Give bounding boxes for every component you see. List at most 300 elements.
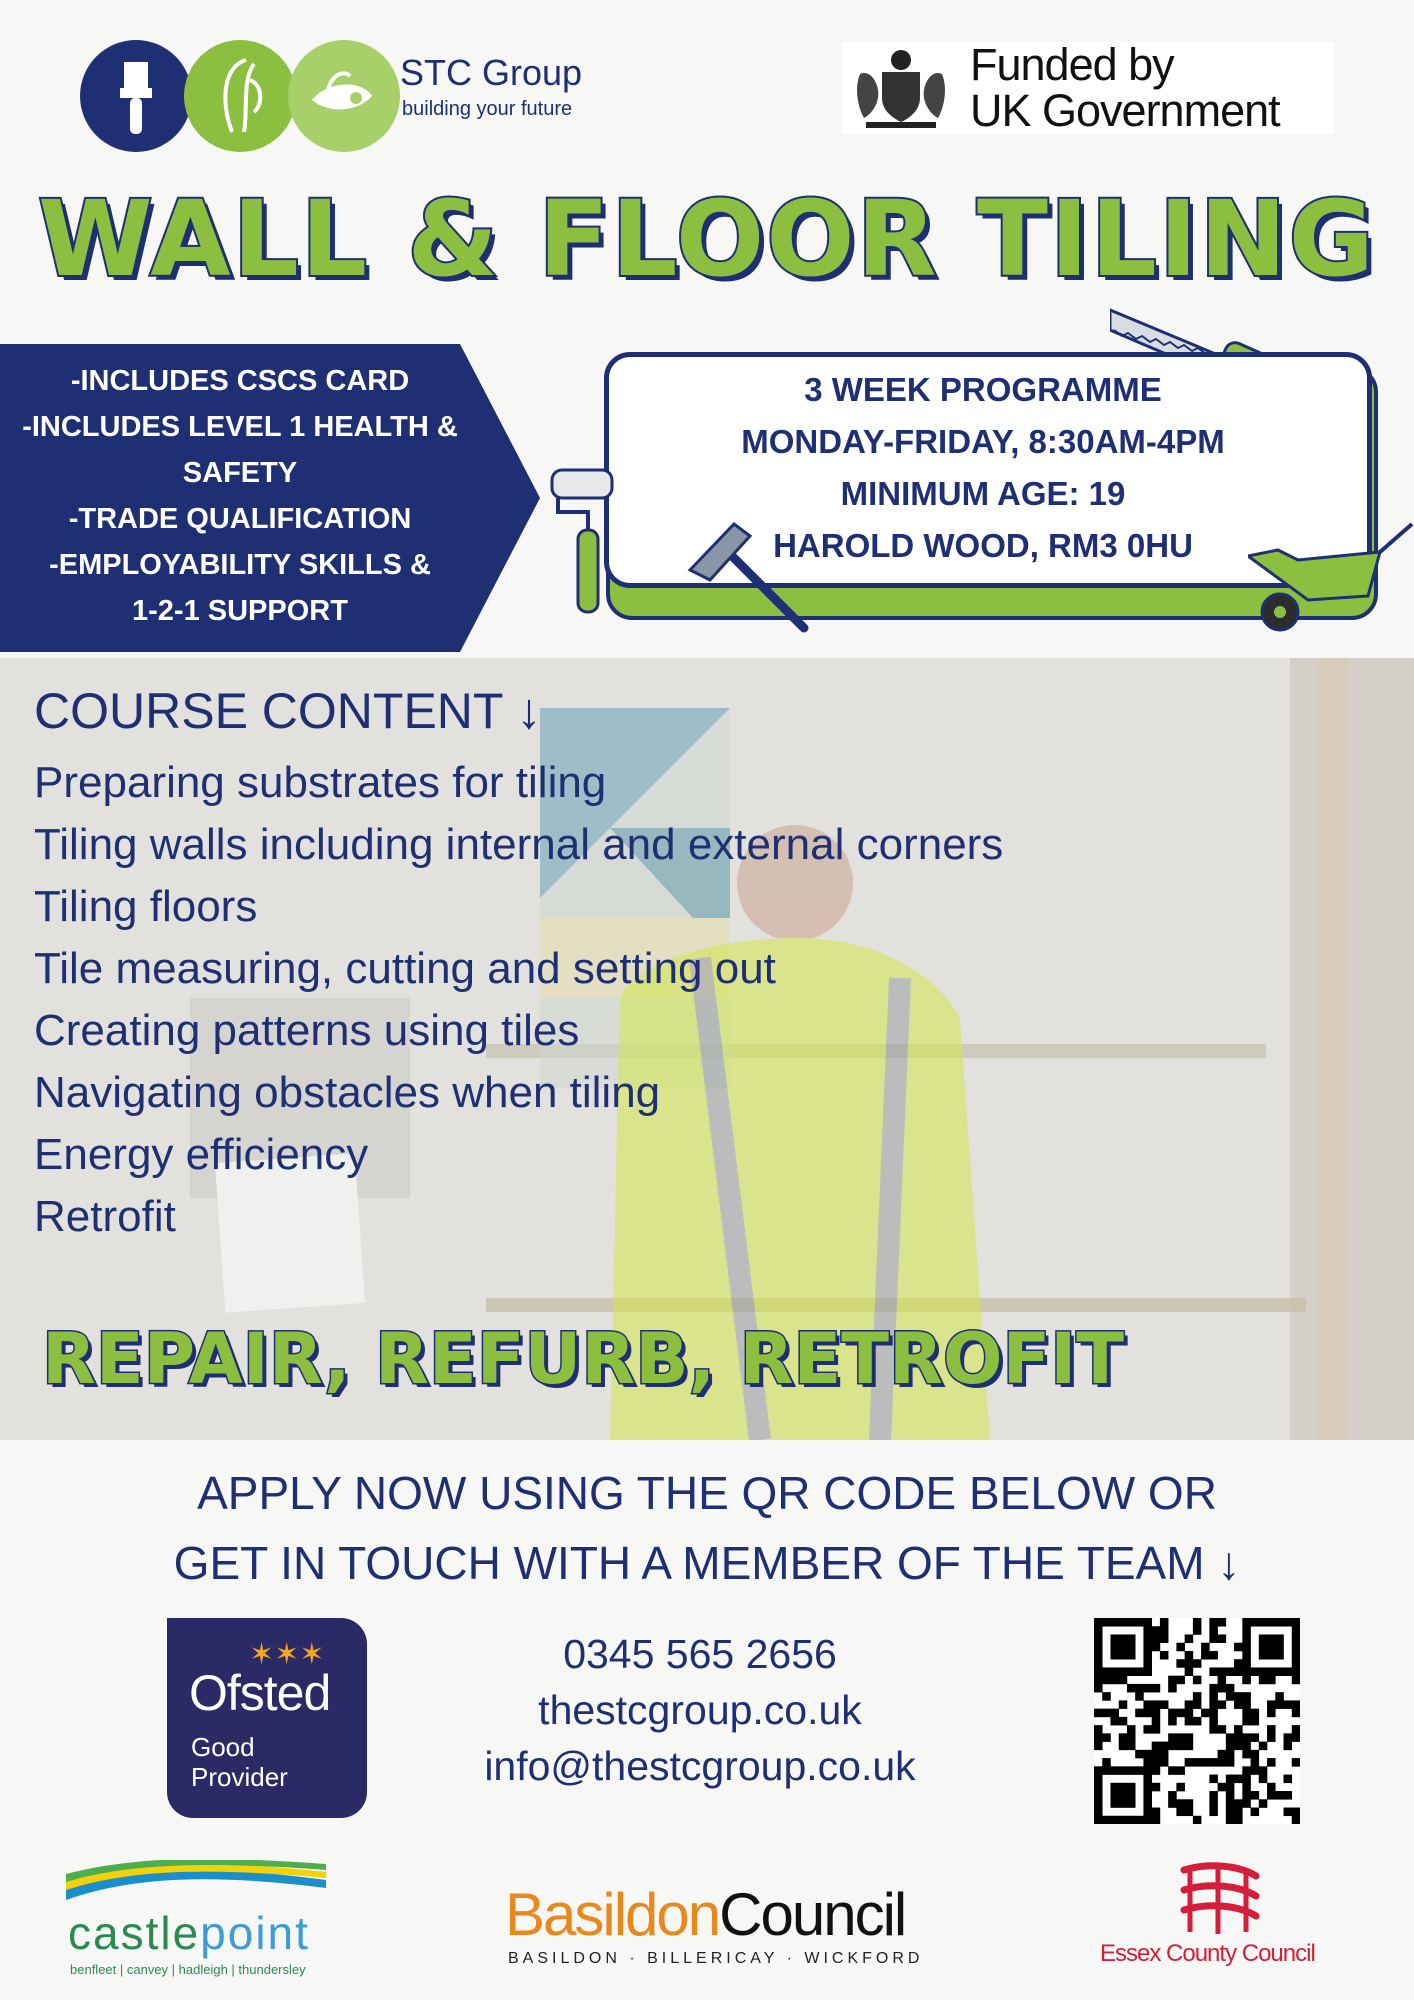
benefits-list (0, 358, 480, 634)
qr-module (1251, 1618, 1260, 1627)
qr-module (1185, 1733, 1194, 1742)
qr-module (1193, 1618, 1202, 1627)
qr-module (1292, 1643, 1300, 1652)
qr-module (1234, 1700, 1243, 1709)
qr-module (1110, 1667, 1119, 1676)
course-item: Retrofit (34, 1192, 176, 1241)
qr-module (1135, 1750, 1144, 1759)
contact-details (420, 1626, 980, 1794)
sprout-icon (288, 40, 400, 152)
qr-module (1292, 1651, 1300, 1660)
qr-module (1143, 1684, 1152, 1693)
qr-module (1284, 1733, 1293, 1742)
qr-module (1242, 1634, 1251, 1643)
qr-module (1094, 1651, 1103, 1660)
castlepoint-part-1: castle (68, 1907, 201, 1959)
qr-module (1275, 1643, 1284, 1652)
course-item: Navigating obstacles when tiling (34, 1068, 661, 1117)
qr-module (1094, 1799, 1103, 1808)
page-title: WALL & FLOOR TILING (38, 178, 1376, 300)
qr-module (1185, 1634, 1194, 1643)
qr-module (1094, 1667, 1103, 1676)
qr-module (1110, 1618, 1119, 1627)
course-item: Creating patterns using tiles (34, 1006, 580, 1055)
qr-module (1135, 1684, 1144, 1693)
qr-module (1185, 1717, 1194, 1726)
qr-module (1292, 1709, 1300, 1718)
qr-module (1127, 1783, 1136, 1792)
qr-module (1193, 1676, 1202, 1685)
qr-module (1275, 1651, 1284, 1660)
qr-module (1143, 1651, 1152, 1660)
funded-line-1: Funded by (970, 39, 1174, 90)
qr-module (1193, 1659, 1202, 1668)
qr-module (1209, 1808, 1218, 1817)
qr-module (1267, 1758, 1276, 1767)
qr-module (1143, 1758, 1152, 1767)
qr-module (1110, 1783, 1119, 1792)
qr-module (1119, 1634, 1128, 1643)
qr-module (1119, 1791, 1128, 1800)
qr-module (1185, 1659, 1194, 1668)
qr-module (1226, 1750, 1235, 1759)
qr-module (1119, 1799, 1128, 1808)
paintbrush-logo (80, 40, 192, 152)
qr-module (1168, 1717, 1177, 1726)
qr-module (1185, 1799, 1194, 1808)
qr-module (1209, 1618, 1218, 1627)
qr-module (1127, 1634, 1136, 1643)
qr-module (1110, 1651, 1119, 1660)
qr-module (1242, 1750, 1251, 1759)
course-item: Energy efficiency (34, 1130, 369, 1179)
qr-module (1275, 1634, 1284, 1643)
qr-module (1152, 1709, 1161, 1718)
qr-module (1259, 1676, 1268, 1685)
qr-module (1234, 1775, 1243, 1784)
qr-module (1094, 1643, 1103, 1652)
qr-module (1143, 1626, 1152, 1635)
qr-module (1226, 1692, 1235, 1701)
course-item: Tile measuring, cutting and setting out (34, 944, 776, 993)
castlepoint-part-2: point (200, 1907, 310, 1959)
qr-module (1193, 1816, 1202, 1824)
qr-module (1193, 1626, 1202, 1635)
qr-module (1234, 1733, 1243, 1742)
qr-module (1201, 1709, 1210, 1718)
programme-min-age: MINIMUM AGE: 19 (840, 475, 1126, 512)
qr-module (1209, 1775, 1218, 1784)
qr-module (1267, 1634, 1276, 1643)
qr-module (1201, 1758, 1210, 1767)
qr-module (1160, 1651, 1169, 1660)
qr-module (1251, 1766, 1260, 1775)
ofsted-name: Ofsted (189, 1665, 331, 1721)
qr-module (1292, 1808, 1300, 1817)
svg-text:✶✶✶: ✶✶✶ (249, 1637, 325, 1670)
basildon-part-2: Council (719, 1881, 906, 1948)
qr-module (1119, 1816, 1128, 1824)
course-content-heading: COURSE CONTENT ↓ (34, 683, 542, 739)
qr-module (1127, 1816, 1136, 1824)
qr-module (1209, 1758, 1218, 1767)
qr-module (1119, 1742, 1128, 1751)
qr-module (1209, 1791, 1218, 1800)
qr-module (1168, 1799, 1177, 1808)
qr-module (1226, 1758, 1235, 1767)
qr-module (1259, 1799, 1268, 1808)
qr-module (1242, 1667, 1251, 1676)
qr-module (1168, 1791, 1177, 1800)
qr-module (1209, 1651, 1218, 1660)
qr-module (1185, 1709, 1194, 1718)
qr-module (1242, 1618, 1251, 1627)
qr-module (1135, 1692, 1144, 1701)
course-content-list (34, 752, 1003, 1248)
qr-module (1102, 1733, 1111, 1742)
qr-module (1259, 1742, 1268, 1751)
ofsted-line-2: Provider (191, 1762, 288, 1792)
qr-module (1275, 1692, 1284, 1701)
qr-module (1267, 1700, 1276, 1709)
qr-module (1218, 1758, 1227, 1767)
qr-module (1094, 1659, 1103, 1668)
qr-module (1275, 1700, 1284, 1709)
qr-module (1160, 1700, 1169, 1709)
qr-module (1094, 1775, 1103, 1784)
qr-code[interactable] (1094, 1618, 1300, 1824)
qr-module (1152, 1634, 1161, 1643)
qr-module (1242, 1643, 1251, 1652)
ofsted-line-1: Good (191, 1732, 255, 1762)
qr-module (1226, 1684, 1235, 1693)
qr-module (1152, 1742, 1161, 1751)
qr-module (1185, 1700, 1194, 1709)
qr-module (1176, 1659, 1185, 1668)
qr-module (1251, 1791, 1260, 1800)
qr-module (1152, 1766, 1161, 1775)
qr-module (1242, 1651, 1251, 1660)
qr-module (1267, 1667, 1276, 1676)
qr-module (1119, 1733, 1128, 1742)
qr-module (1242, 1791, 1251, 1800)
qr-module (1127, 1799, 1136, 1808)
qr-module (1193, 1692, 1202, 1701)
qr-module (1110, 1799, 1119, 1808)
qr-module (1143, 1700, 1152, 1709)
qr-module (1127, 1791, 1136, 1800)
qr-module (1152, 1717, 1161, 1726)
qr-module (1242, 1775, 1251, 1784)
qr-module (1209, 1667, 1218, 1676)
qr-module (1160, 1758, 1169, 1767)
qr-module (1094, 1626, 1103, 1635)
qr-module (1284, 1808, 1293, 1817)
funded-line-2: UK Government (970, 85, 1280, 136)
course-item: Tiling floors (34, 882, 258, 931)
qr-module (1218, 1634, 1227, 1643)
qr-module (1102, 1709, 1111, 1718)
qr-module (1242, 1717, 1251, 1726)
qr-module (1135, 1816, 1144, 1824)
qr-module (1102, 1816, 1111, 1824)
qr-module (1267, 1733, 1276, 1742)
qr-module (1160, 1626, 1169, 1635)
qr-module (1110, 1816, 1119, 1824)
qr-module (1152, 1626, 1161, 1635)
programme-duration: 3 WEEK PROGRAMME (804, 371, 1162, 408)
qr-module (1292, 1725, 1300, 1734)
qr-module (1251, 1733, 1260, 1742)
royal-coat-of-arms-icon (842, 44, 960, 132)
programme-schedule: MONDAY-FRIDAY, 8:30AM-4PM (741, 423, 1225, 460)
qr-module (1234, 1659, 1243, 1668)
qr-module (1209, 1717, 1218, 1726)
paint-roller-icon (548, 468, 618, 618)
qr-module (1110, 1766, 1119, 1775)
qr-module (1185, 1808, 1194, 1817)
qr-module (1176, 1808, 1185, 1817)
qr-module (1284, 1775, 1293, 1784)
qr-module (1102, 1758, 1111, 1767)
qr-module (1127, 1766, 1136, 1775)
qr-module (1267, 1676, 1276, 1685)
qr-module (1094, 1676, 1103, 1685)
qr-module (1127, 1742, 1136, 1751)
qr-module (1110, 1676, 1119, 1685)
qr-module (1143, 1709, 1152, 1718)
qr-module (1242, 1742, 1251, 1751)
qr-module (1176, 1709, 1185, 1718)
qr-module (1242, 1766, 1251, 1775)
apply-call-to-action (0, 1458, 1414, 1598)
qr-module (1251, 1750, 1260, 1759)
qr-module (1267, 1783, 1276, 1792)
qr-module (1119, 1717, 1128, 1726)
qr-module (1259, 1667, 1268, 1676)
benefit-cscs-card: -INCLUDES CSCS CARD (70, 365, 410, 397)
qr-module (1119, 1676, 1128, 1685)
qr-module (1185, 1651, 1194, 1660)
qr-module (1102, 1618, 1111, 1627)
hammer-icon (684, 518, 814, 638)
qr-module (1152, 1808, 1161, 1817)
qr-module (1234, 1816, 1243, 1824)
qr-module (1143, 1643, 1152, 1652)
qr-module (1251, 1709, 1260, 1718)
qr-code-icon (1094, 1618, 1300, 1824)
castlepoint-logo-text (68, 1906, 310, 1960)
qr-module (1284, 1700, 1293, 1709)
qr-module (1102, 1692, 1111, 1701)
stc-group-tagline: building your future (402, 98, 573, 120)
qr-module (1160, 1634, 1169, 1643)
qr-module (1226, 1742, 1235, 1751)
qr-module (1176, 1733, 1185, 1742)
qr-module (1102, 1676, 1111, 1685)
qr-module (1176, 1742, 1185, 1751)
castlepoint-wave-icon (64, 1860, 328, 1906)
qr-module (1160, 1750, 1169, 1759)
qr-module (1143, 1750, 1152, 1759)
qr-module (1127, 1618, 1136, 1627)
qr-module (1218, 1667, 1227, 1676)
qr-module (1143, 1659, 1152, 1668)
qr-module (1284, 1618, 1293, 1627)
qr-module (1094, 1791, 1103, 1800)
benefit-health-safety: -INCLUDES LEVEL 1 HEALTH & (22, 411, 458, 443)
qr-module (1259, 1634, 1268, 1643)
qr-module (1242, 1799, 1251, 1808)
qr-module (1143, 1667, 1152, 1676)
castlepoint-towns: benfleet | canvey | hadleigh | thundersley (70, 1962, 306, 1977)
qr-module (1209, 1799, 1218, 1808)
qr-module (1201, 1651, 1210, 1660)
qr-module (1119, 1667, 1128, 1676)
qr-module (1242, 1783, 1251, 1792)
qr-module (1110, 1643, 1119, 1652)
benefit-support: 1-2-1 SUPPORT (132, 595, 348, 627)
programme-location: HAROLD WOOD, RM3 0HU (773, 527, 1193, 564)
qr-module (1176, 1676, 1185, 1685)
qr-module (1135, 1667, 1144, 1676)
qr-module (1094, 1634, 1103, 1643)
qr-module (1267, 1643, 1276, 1652)
qr-module (1275, 1618, 1284, 1627)
qr-module (1135, 1709, 1144, 1718)
qr-module (1193, 1717, 1202, 1726)
qr-module (1094, 1816, 1103, 1824)
qr-module (1275, 1667, 1284, 1676)
qr-module (1160, 1742, 1169, 1751)
qr-module (1094, 1709, 1103, 1718)
qr-module (1094, 1766, 1103, 1775)
qr-module (1226, 1799, 1235, 1808)
qr-module (1119, 1783, 1128, 1792)
qr-module (1094, 1742, 1103, 1751)
qr-module (1226, 1775, 1235, 1784)
qr-module (1218, 1684, 1227, 1693)
qr-module (1292, 1700, 1300, 1709)
qr-module (1110, 1791, 1119, 1800)
qr-module (1242, 1733, 1251, 1742)
qr-module (1152, 1816, 1161, 1824)
qr-module (1242, 1709, 1251, 1718)
qr-module (1168, 1742, 1177, 1751)
benefit-trade-qualification: -TRADE QUALIFICATION (68, 503, 412, 535)
qr-module (1226, 1733, 1235, 1742)
phone-number[interactable]: 0345 565 2656 (563, 1631, 837, 1677)
qr-module (1127, 1733, 1136, 1742)
qr-module (1234, 1643, 1243, 1652)
email-link[interactable]: info@thestcgroup.co.uk (484, 1743, 916, 1789)
basildon-council-logo (505, 1880, 905, 1949)
qr-module (1259, 1775, 1268, 1784)
basildon-towns: BASILDON · BILLERICAY · WICKFORD (508, 1950, 924, 1967)
qr-module (1168, 1709, 1177, 1718)
qr-module (1242, 1676, 1251, 1685)
stc-group-name: STC Group (400, 52, 583, 93)
qr-module (1259, 1618, 1268, 1627)
qr-module (1143, 1783, 1152, 1792)
essex-seaxes-icon (1170, 1862, 1266, 1938)
qr-module (1267, 1791, 1276, 1800)
basildon-part-1: Basildon (505, 1881, 720, 1948)
qr-module (1152, 1783, 1161, 1792)
qr-module (1127, 1651, 1136, 1660)
qr-module (1226, 1808, 1235, 1817)
qr-module (1242, 1659, 1251, 1668)
qr-module (1242, 1626, 1251, 1635)
qr-module (1284, 1667, 1293, 1676)
qr-module (1218, 1725, 1227, 1734)
qr-module (1160, 1618, 1169, 1627)
qr-module (1292, 1733, 1300, 1742)
apply-line-1: APPLY NOW USING THE QR CODE BELOW OR (197, 1467, 1217, 1519)
qr-module (1292, 1626, 1300, 1635)
qr-module (1119, 1651, 1128, 1660)
qr-module (1152, 1643, 1161, 1652)
qr-module (1110, 1709, 1119, 1718)
qr-module (1193, 1700, 1202, 1709)
qr-module (1127, 1667, 1136, 1676)
qr-module (1267, 1651, 1276, 1660)
qr-module (1292, 1816, 1300, 1824)
website-link[interactable]: thestcgroup.co.uk (538, 1687, 862, 1733)
qr-module (1292, 1758, 1300, 1767)
qr-module (1209, 1700, 1218, 1709)
qr-module (1201, 1643, 1210, 1652)
qr-module (1251, 1808, 1260, 1817)
qr-module (1226, 1783, 1235, 1792)
qr-module (1143, 1808, 1152, 1817)
qr-module (1094, 1684, 1103, 1693)
qr-module (1168, 1766, 1177, 1775)
qr-module (1094, 1725, 1103, 1734)
qr-module (1143, 1791, 1152, 1800)
qr-module (1234, 1808, 1243, 1817)
qr-module (1292, 1676, 1300, 1685)
qr-module (1218, 1618, 1227, 1627)
qr-module (1267, 1618, 1276, 1627)
ofsted-rating (191, 1732, 288, 1792)
qr-module (1152, 1750, 1161, 1759)
qr-module (1135, 1766, 1144, 1775)
qr-module (1259, 1766, 1268, 1775)
qr-module (1234, 1667, 1243, 1676)
qr-module (1292, 1634, 1300, 1643)
essex-county-council-logo: Essex County Council (1100, 1940, 1315, 1967)
face-profile-icon (184, 40, 296, 152)
qr-module (1218, 1750, 1227, 1759)
qr-module (1143, 1775, 1152, 1784)
qr-module (1218, 1700, 1227, 1709)
qr-module (1209, 1709, 1218, 1718)
qr-module (1127, 1684, 1136, 1693)
qr-module (1234, 1742, 1243, 1751)
qr-module (1168, 1733, 1177, 1742)
qr-module (1168, 1676, 1177, 1685)
wheelbarrow-icon (1248, 516, 1414, 634)
qr-module (1251, 1758, 1260, 1767)
qr-module (1143, 1725, 1152, 1734)
qr-module (1152, 1758, 1161, 1767)
qr-module (1168, 1684, 1177, 1693)
qr-module (1226, 1667, 1235, 1676)
qr-module (1143, 1816, 1152, 1824)
qr-module (1242, 1692, 1251, 1701)
slogan: REPAIR, REFURB, RETROFIT (42, 1318, 1125, 1400)
